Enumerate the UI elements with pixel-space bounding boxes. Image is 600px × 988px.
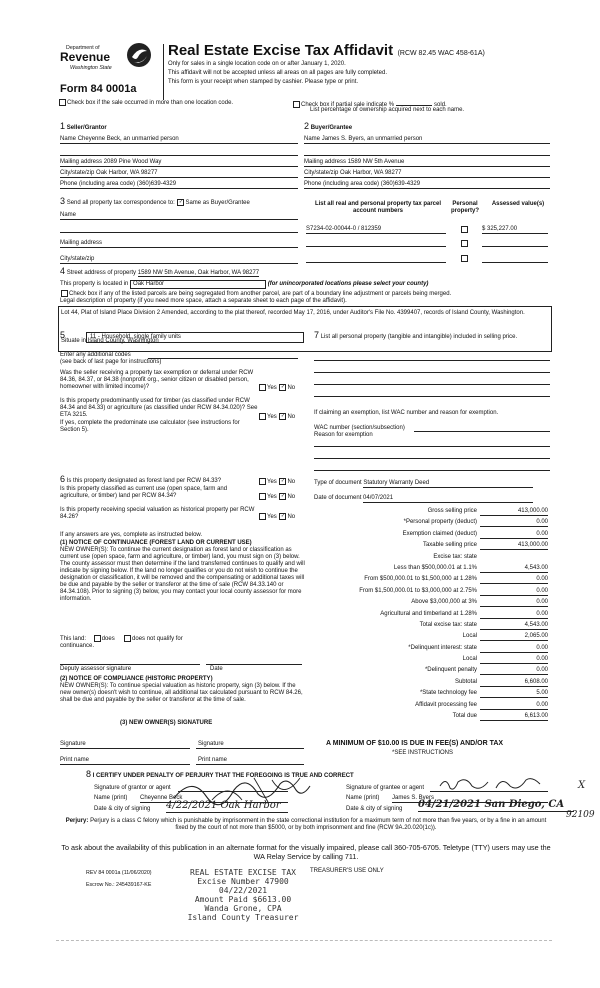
financial-row: Local 2,065.00 — [462, 633, 548, 640]
exemption-yes-no: Yes ✓ No — [258, 384, 295, 392]
legal-description-box[interactable] — [58, 306, 552, 352]
financial-value[interactable]: 4,543.00 — [480, 565, 548, 573]
forest-question: 6 Is this property designated as forest land per RCW 84.33? — [60, 474, 222, 484]
financial-row: *Personal property (deduct) 0.00 — [403, 519, 548, 526]
list-pct-note: List percentage of ownership acquired next to each name. — [310, 107, 465, 113]
financial-value[interactable]: 0.00 — [480, 588, 548, 596]
minimum-fee-note: A MINIMUM OF $10.00 IS DUE IN FEE(S) AND/OR TAX — [326, 740, 504, 747]
location-select[interactable]: Oak Harbor — [130, 280, 266, 289]
buyer-name-row: Name James S. Byers, an unmarried person — [304, 136, 550, 144]
doc-date-value[interactable]: 04/07/2021 — [363, 495, 533, 503]
assessed-1-value[interactable]: $ 325,227.00 — [482, 226, 548, 234]
financial-row: Excise tax: state — [433, 553, 477, 560]
personal-col-header: Personal property? — [450, 201, 479, 214]
financial-value[interactable]: 0.00 — [480, 599, 548, 607]
timber-question: Is this property predominantly used for timber (as classified under RCW 84.34 and 84.33) or agriculture (as classified under RCW 84.34.020)? See ETA 3215. — [60, 398, 258, 418]
assessed-3-line[interactable] — [482, 262, 548, 263]
dept-line1: Department of — [66, 45, 100, 51]
financial-value[interactable]: 0.00 — [480, 656, 548, 664]
notice1-title: (1) NOTICE OF CONTINUANCE (FOREST LAND OR CURRENT USE) — [60, 540, 252, 546]
financial-row: Affidavit processing fee 0.00 — [415, 701, 548, 708]
page-bottom-divider — [56, 940, 552, 941]
personal-property-line-1[interactable] — [314, 360, 550, 361]
financial-row: Local 0.00 — [462, 656, 548, 663]
section3-city-row: City/state/zip — [60, 256, 298, 264]
buyer-heading: 2 Buyer/Grantee — [304, 121, 353, 131]
seller-mail-value[interactable]: 2089 Pine Wood Way — [103, 159, 162, 165]
financial-value[interactable]: 4,543.00 — [480, 622, 548, 630]
personal-property-line-3[interactable] — [314, 384, 550, 385]
escrow-number: Escrow No.: 245439167-KE — [86, 882, 152, 888]
buyer-mail-value[interactable]: 1589 NW 5th Avenue — [347, 159, 405, 165]
alt-format-note: To ask about the availability of this publication in an alternate format for the visually impaired, please call 360-705-6705. Teletype (TTY) users may use the WA Relay Service by calling 711. — [61, 843, 551, 861]
buyer-name-value[interactable]: James S. Byers, an unmarried person — [321, 136, 423, 142]
financial-row: Above $3,000,000 at 3% 0.00 — [411, 599, 548, 606]
exemption-no-checkbox[interactable]: ✓ — [280, 384, 286, 390]
stamp-line: Amount Paid $6613.00 — [194, 895, 292, 904]
treasurer-use-label: TREASURER'S USE ONLY — [310, 868, 384, 874]
section5-num: 5 — [60, 330, 66, 340]
financial-value[interactable]: 6,608.00 — [480, 679, 548, 687]
new-owner-signature-label-1: Signature — [60, 741, 86, 747]
grantor-date-label: Date & city of signing — [94, 806, 151, 812]
financial-row: Less than $500,000.01 at 1.1% 4,543.00 — [393, 564, 548, 571]
new-owner-sig-line-2[interactable] — [196, 748, 304, 749]
new-owner-print-label-1: Print name — [60, 757, 90, 763]
grantee-signature-icon — [436, 774, 546, 794]
reason-line-2[interactable] — [314, 458, 550, 459]
timber-note: If yes, complete the predominate use calculator (see instructions for Section 5). — [60, 420, 240, 433]
section3-heading: 3 Send all property tax correspondence to: ✓ Same as Buyer/Grantee — [60, 196, 250, 206]
grantee-name-value[interactable]: James S. Byers — [392, 795, 548, 803]
forest-yes-checkbox[interactable] — [259, 478, 266, 485]
seller-name-row: Name Cheyenne Beck, an unmarried person — [60, 136, 298, 144]
financial-row: Subtotal 6,608.00 — [454, 678, 548, 685]
financial-value[interactable]: 0.00 — [480, 519, 548, 527]
grantor-name-value[interactable]: Cheyenne Beck — [140, 795, 288, 803]
header-divider — [163, 44, 164, 100]
financial-value[interactable]: 0.00 — [480, 645, 548, 653]
financial-value[interactable]: 2,065.00 — [480, 633, 548, 641]
if-yes-note: If any answers are yes, complete as instructed below. — [60, 532, 203, 538]
seller-city-row: City/state/zip Oak Harbor, WA 98277 — [60, 170, 298, 178]
perjury-row: Perjury: Perjury is a class C felony which is punishable by imprisonment in the state correctional institution for a maximum term of not more than five years, or by a fine in an amount fixed by the court of not more than $5000, or by both imprisonment and fine (RCW 9A.20.020(1c)). — [65, 818, 547, 831]
personal-2-checkbox[interactable] — [461, 240, 468, 247]
personal-property-line-2[interactable] — [314, 372, 550, 373]
reason-line-1[interactable] — [314, 446, 550, 447]
new-owner-signature-label-2: Signature — [198, 741, 224, 747]
segregated-row: Check box if any of the listed parcels are being segregated from another parcel, are part of a boundary line adjustment or parcels being merged. — [60, 290, 451, 298]
legal-label: Legal description of property (if you need more space, attach a separate sheet to each page of the affidavit). — [60, 298, 347, 304]
buyer-city-row: City/state/zip Oak Harbor, WA 98277 — [304, 170, 550, 178]
financial-value[interactable]: 413,000.00 — [480, 508, 548, 516]
parcel-2-line[interactable] — [306, 246, 446, 247]
financial-row: *Delinquent interest: state 0.00 — [408, 644, 548, 651]
buyer-blank-line — [304, 155, 550, 156]
financial-row: Taxable selling price 413,000.00 — [422, 542, 548, 549]
new-owner-print-line-2[interactable] — [196, 764, 304, 765]
grantee-sig-label: Signature of grantee or agent — [346, 785, 425, 791]
buyer-phone-row: Phone (including area code) (360)639-4329 — [304, 181, 550, 189]
street-value[interactable]: 1589 NW 5th Avenue, Oak Harbor, WA 98277 — [137, 270, 260, 276]
additional-codes-label: Enter any additional codes — [60, 352, 131, 358]
grantee-name-label: Name (print) — [346, 795, 380, 801]
financial-row: Total excise tax: state 4,543.00 — [419, 621, 548, 628]
financial-row: Agricultural and timberland at 1.28% 0.00 — [380, 610, 548, 617]
additional-codes-field[interactable] — [148, 352, 298, 359]
this-land-row: This land: does does not qualify for — [60, 636, 183, 643]
financial-row: From $1,500,000.01 to $3,000,000 at 2.75% 0.00 — [359, 587, 548, 594]
parcel-1-value[interactable]: S7234-02-00044-0 / 812359 — [306, 226, 446, 234]
timber-no-checkbox[interactable]: ✓ — [280, 413, 286, 419]
parcel-3-line[interactable] — [306, 262, 446, 263]
stamp-line: Wanda Grone, CPA — [204, 904, 282, 913]
seller-phone-value[interactable]: (360)639-4329 — [136, 181, 177, 187]
financial-row: *Delinquent penalty 0.00 — [424, 667, 548, 674]
historic-yes-checkbox[interactable] — [259, 513, 266, 520]
land-use-code[interactable]: 11 - Household, single family units — [86, 332, 304, 343]
financial-row: *State technology fee 5.00 — [419, 690, 548, 697]
exemption-yes-checkbox[interactable] — [259, 384, 266, 391]
financial-value[interactable]: 0.00 — [480, 531, 548, 539]
assessed-col-header: Assessed value(s) — [491, 201, 545, 207]
historic-no-checkbox[interactable]: ✓ — [280, 513, 286, 519]
stamp-line: Excise Number 47900 — [197, 877, 289, 886]
form-title: Real Estate Excise Tax Affidavit — [168, 42, 394, 59]
subtitle-3: This form is your receipt when stamped by cashier. Please type or print. — [168, 79, 359, 85]
section3-blank-line — [60, 232, 298, 233]
partial-sale-checkbox[interactable] — [293, 101, 300, 108]
new-owner-sig-heading: (3) NEW OWNER(S) SIGNATURE — [120, 720, 213, 726]
new-owner-print-line-1[interactable] — [60, 764, 190, 765]
seller-heading: 1 Seller/Grantor — [60, 121, 107, 131]
dor-logo — [60, 42, 155, 82]
partial-sale-pct-field[interactable] — [396, 99, 432, 106]
stamp-line: REAL ESTATE EXCISE TAX — [190, 868, 296, 877]
grantee-date-value[interactable]: 04/21/2021 San Diego, CA — [418, 799, 574, 812]
notice2-title: (2) NOTICE OF COMPLIANCE (HISTORIC PROPERTY) — [60, 676, 213, 682]
forest-no-checkbox[interactable]: ✓ — [280, 478, 286, 484]
stamp-line: Island County Treasurer — [187, 913, 299, 922]
form-title-row — [168, 42, 485, 60]
timber-yes-checkbox[interactable] — [259, 413, 266, 420]
grantor-sig-label: Signature of grantor or agent — [94, 785, 171, 791]
stamp-line: 04/22/2021 — [218, 886, 268, 895]
dept-line2: Revenue — [60, 50, 111, 64]
street-row: 4 Street address of property 1589 NW 5th Avenue, Oak Harbor, WA 98277 — [60, 266, 260, 276]
wac-label: WAC number (section/subsection) — [314, 425, 405, 431]
exemption-question: Was the seller receiving a property tax exemption or deferral under RCW 84.36, 84.37, or 84.38 (nonprofit org., senior citizen or disabled person, homeowner with limited income)? — [60, 370, 254, 390]
personal-property-line-4[interactable] — [314, 396, 550, 397]
located-row: This property is located in Oak Harbor (for unincorporated locations please select your county) — [60, 281, 429, 287]
financial-value[interactable]: 0.00 — [480, 702, 548, 710]
subtitle-2: This affidavit will not be accepted unless all areas on all pages are fully completed. — [168, 70, 388, 76]
current-use-question: Is this property classified as current use (open space, farm and agriculture, or timber) land per RCW 84.34? — [60, 486, 228, 499]
legal-description-2: Situate in Island County, Washington — [61, 338, 159, 344]
financial-value[interactable]: 0.00 — [480, 667, 548, 675]
doc-type-value[interactable]: Statutory Warranty Deed — [363, 480, 533, 488]
timber-yes-no: Yes ✓ No — [258, 413, 295, 421]
subtitle-1: Only for sales in a single location code on or after January 1, 2020. — [168, 61, 346, 67]
parcel-col-header: List all real and personal property tax parcel account numbers — [314, 201, 442, 214]
does-not-checkbox[interactable] — [124, 635, 131, 642]
seller-blank-line — [60, 155, 298, 156]
grantor-name-label: Name (print) — [94, 795, 128, 801]
financial-value[interactable]: 5.00 — [480, 690, 548, 698]
personal-3-checkbox[interactable] — [461, 255, 468, 262]
multi-location-checkbox[interactable] — [59, 99, 66, 106]
treasurer-stamp — [168, 868, 318, 922]
seller-phone-row: Phone (including area code) (360)639-4329 — [60, 181, 298, 189]
section3-mail-row: Mailing address — [60, 240, 298, 248]
section3-name-row: Name — [60, 212, 298, 220]
reason-label: Reason for exemption — [314, 432, 373, 438]
section7-text: 7 List all personal property (tangible and intangible) included in selling price. — [314, 330, 518, 340]
historic-question: Is this property receiving special valuation as historical property per RCW 84.26? — [60, 507, 255, 520]
buyer-mail-row: Mailing address 1589 NW 5th Avenue — [304, 159, 550, 167]
financial-value[interactable]: 6,613.00 — [480, 713, 548, 721]
segregated-checkbox[interactable] — [61, 290, 68, 297]
buyer-city-value[interactable]: Oak Harbor, WA 98277 — [340, 170, 402, 176]
notice2-body: NEW OWNER(S): To continue special valuation as historic property, sign (3) below. If the new owner(s) doesn't wish to continue, all additional tax calculated pursuant to RCW 84.26, shall be due and payable by the seller or transferor at the time of sale. — [60, 683, 303, 703]
financial-row: Total due 6,613.00 — [452, 713, 548, 720]
seller-mail-row: Mailing address 2089 Pine Wood Way — [60, 159, 298, 167]
zip-note: 92109 — [566, 810, 595, 820]
financial-row: From $500,000.01 to $1,500,000 at 1.28% 0.00 — [364, 576, 548, 583]
seller-city-value[interactable]: Oak Harbor, WA 98277 — [96, 170, 158, 176]
reason-line-3[interactable] — [314, 470, 550, 471]
certify-heading: 8 I CERTIFY UNDER PENALTY OF PERJURY THAT THE FOREGOING IS TRUE AND CORRECT — [86, 769, 354, 779]
same-as-buyer-checkbox[interactable]: ✓ — [178, 198, 184, 205]
rev-number: REV 84 0001a (11/06/2020) — [86, 870, 152, 876]
deputy-sig-line[interactable] — [60, 664, 200, 665]
deputy-date-label: Date — [210, 666, 223, 672]
see-instructions: *SEE INSTRUCTIONS — [392, 750, 454, 756]
dor-swirl-icon — [126, 42, 152, 68]
financial-value[interactable]: 413,000.00 — [480, 542, 548, 550]
wac-field[interactable] — [414, 425, 550, 432]
form-title-cite: (RCW 82.45 WAC 458-61A) — [397, 50, 485, 57]
current-use-yes-checkbox[interactable] — [259, 493, 266, 500]
dept-line3: Washington State — [70, 65, 112, 71]
grantor-date-value[interactable]: 4/22/2021 Oak Harbor — [166, 800, 288, 813]
seller-name-value[interactable]: Cheyenne Beck, an unmarried person — [77, 136, 179, 142]
legal-description-1: Lot 44, Plat of Island Place Division 2 Amended, according to the plat thereof, recorded May 17, 2016, under Auditor's File No. 4399407, records of Island County, Washington. — [61, 310, 525, 316]
current-use-no-checkbox[interactable]: ✓ — [280, 493, 286, 499]
financial-value[interactable]: 0.00 — [480, 576, 548, 584]
does-checkbox[interactable] — [94, 635, 101, 642]
financial-row: Exemption claimed (deduct) 0.00 — [402, 530, 548, 537]
personal-1-checkbox[interactable] — [461, 226, 468, 233]
partial-sale-check[interactable]: Check box if partial sale indicate % sold. — [292, 99, 447, 109]
financial-value[interactable]: 0.00 — [480, 611, 548, 619]
buyer-phone-value[interactable]: (360)639-4329 — [380, 181, 421, 187]
deputy-sig-label: Deputy assessor signature — [60, 666, 132, 672]
new-owner-print-label-2: Print name — [198, 757, 228, 763]
grantee-date-label: Date & city of signing — [346, 806, 403, 812]
notice1-body: NEW OWNER(S): To continue the current designation as forest land or classification as current use (open space, farm and agriculture, or timber) land, you must sign on (3) below. The county assessor must then determine if the land transferred continues to qualify and will indicate by signing below. If the land no longer qualifies or you do not wish to continue the designation or classification, it will be removed and the compensating or additional taxes will be due and payable by the seller or transferor at the time of sale (RCW 84.33.140 or 84.34.108). Prior to signing (3) below, you may contact your local county assessor for more information. — [60, 547, 305, 602]
grantee-sig-mark: X — [578, 780, 586, 791]
assessed-2-line[interactable] — [482, 246, 548, 247]
current-use-yes-no: Yes ✓ No — [258, 493, 295, 501]
forest-yes-no: Yes ✓ No — [258, 478, 295, 486]
deputy-date-line[interactable] — [206, 664, 302, 665]
form-number: Form 84 0001a — [60, 83, 137, 95]
new-owner-sig-line-1[interactable] — [60, 748, 190, 749]
additional-codes-note: (see back of last page for instructions) — [60, 359, 162, 365]
doc-date-row: Date of document 04/07/2021 — [314, 495, 533, 503]
doc-type-row: Type of document Statutory Warranty Deed — [314, 480, 533, 488]
exemption-claim-label: If claiming an exemption, list WAC number and reason for exemption. — [314, 410, 499, 416]
grantor-signature-icon — [172, 770, 312, 806]
continuance-label: continuance. — [60, 643, 95, 649]
multi-location-check[interactable]: Check box if the sale occurred in more than one location code. — [58, 99, 233, 107]
financial-row: Gross selling price 413,000.00 — [427, 508, 548, 514]
historic-yes-no: Yes ✓ No — [258, 513, 295, 521]
financials-table — [322, 508, 550, 724]
